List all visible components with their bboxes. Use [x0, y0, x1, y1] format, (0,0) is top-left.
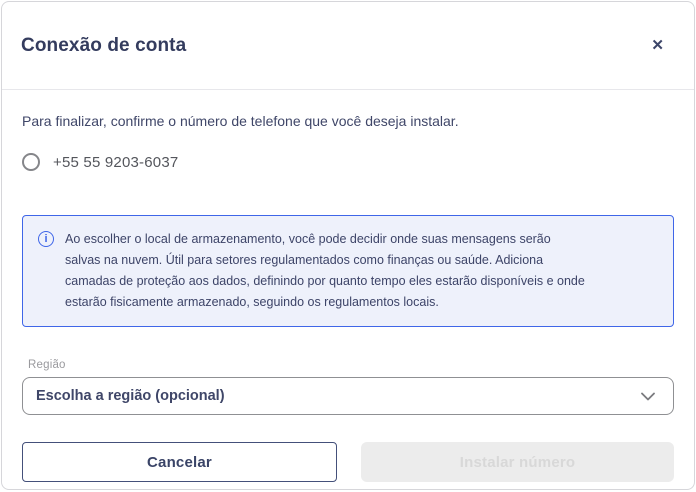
chevron-down-icon [641, 392, 655, 401]
phone-number-option[interactable] [22, 153, 674, 171]
info-icon: i [38, 231, 54, 247]
intro-text: Para finalizar, confirme o número de telefone que você deseja instalar. [22, 113, 459, 129]
phone-number-label: +55 55 9203-6037 [53, 153, 179, 171]
dialog-header [2, 2, 694, 90]
region-select[interactable] [22, 377, 674, 415]
info-line: Ao escolher o local de armazenamento, você pode decidir onde suas mensagens serão [65, 232, 551, 246]
dialog-title: Conexão de conta [21, 34, 187, 56]
storage-info-text [65, 229, 585, 313]
dialog-actions [22, 442, 674, 482]
cancel-button[interactable]: Cancelar [22, 442, 337, 482]
radio-button-icon[interactable] [22, 153, 40, 171]
dialog-body [2, 90, 694, 482]
info-line: camadas de proteção aos dados, definindo por quanto tempo eles estarão disponíveis e onde [65, 274, 585, 288]
account-connection-dialog [1, 1, 695, 490]
install-number-button[interactable]: Instalar número [361, 442, 674, 482]
info-line: salvas na nuvem. Útil para setores regulamentados como finanças ou saúde. Adiciona [65, 253, 544, 267]
storage-info-alert [22, 215, 674, 327]
region-selected-value: Escolha a região (opcional) [36, 388, 225, 404]
region-field-label: Região [28, 359, 66, 371]
info-line: estarão fisicamente armazenado, seguindo os regulamentos locais. [65, 295, 439, 309]
close-icon: ✕ [651, 37, 664, 54]
close-button[interactable] [647, 34, 668, 57]
